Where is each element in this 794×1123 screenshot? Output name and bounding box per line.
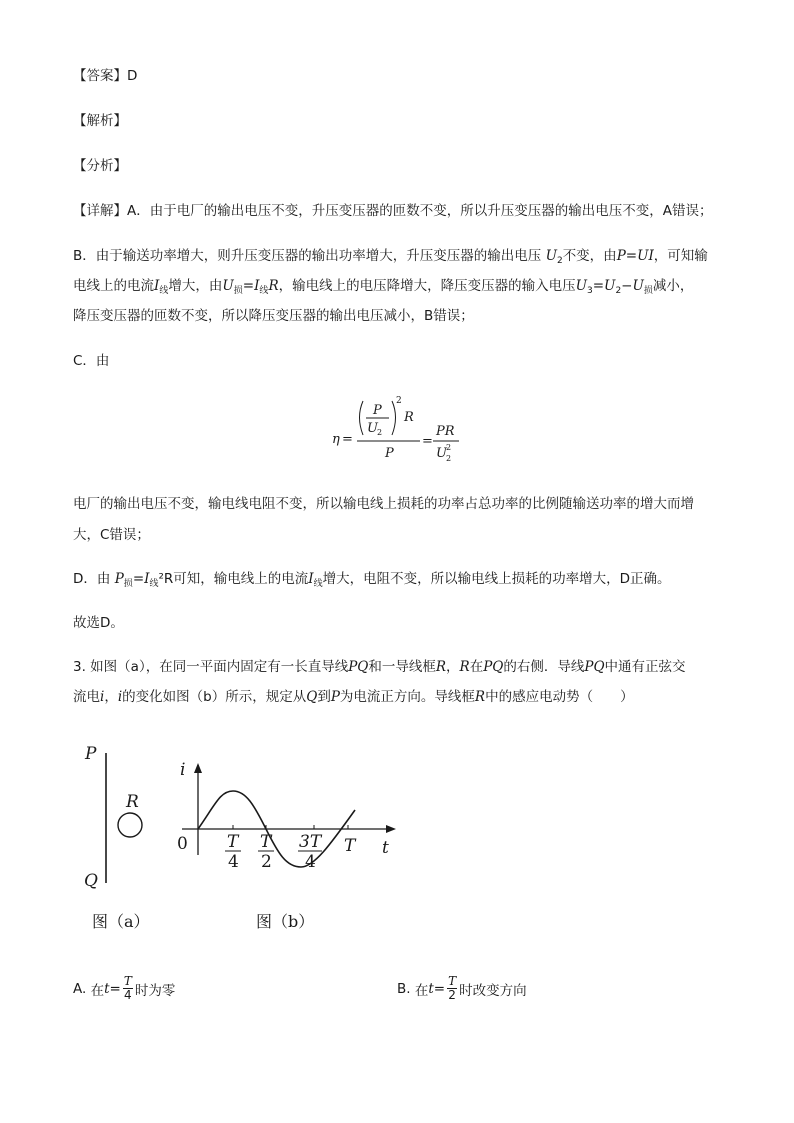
- text: 时改变方向: [459, 982, 527, 999]
- text: 在: [90, 982, 105, 999]
- text: 增大，电阻不变，所以输电线上损耗的功率增大，D正确。: [322, 571, 671, 587]
- subscript: 2: [556, 256, 563, 266]
- subscript: 线: [313, 579, 323, 589]
- formula-p-ui: P=UI: [616, 248, 654, 264]
- tick-t4-den: 4: [228, 852, 239, 872]
- tick-3t4-den: 4: [305, 852, 316, 872]
- formula-rhs-num: PR: [436, 424, 455, 439]
- formula-rhs-den: U: [436, 446, 447, 461]
- symbol-u: U: [222, 278, 234, 294]
- tick-3t4-num: 3T: [299, 832, 322, 852]
- symbol-p: P: [330, 689, 340, 705]
- detail-c-line2: 电厂的输出电压不变，输电线电阻不变，所以输电线上损耗的功率占总功率的比例随输送功率的增大而增: [73, 496, 694, 512]
- option-a[interactable]: [73, 975, 175, 1002]
- fenxi-tag: 【分析】: [73, 158, 127, 174]
- origin-label: 0: [177, 834, 188, 854]
- answer-line: [73, 66, 137, 86]
- answer-value: D: [127, 68, 138, 84]
- symbol-t: t: [428, 980, 434, 997]
- tick-t2-num: T: [260, 832, 272, 852]
- symbol-r: R: [474, 689, 486, 705]
- text: ，: [104, 689, 118, 705]
- text: 的变化如图（b）所示，规定从: [122, 689, 307, 705]
- text: D．由: [73, 571, 111, 587]
- caption-a: 图（a）: [92, 912, 150, 931]
- symbol-i: i: [117, 689, 123, 705]
- text: B．由于输送功率增大，则升压变压器的输出功率增大，升压变压器的输出电压: [73, 248, 542, 264]
- tick-t-label: T: [344, 836, 356, 856]
- text: ，可知输: [653, 248, 708, 264]
- efficiency-formula: [330, 395, 470, 475]
- text: 流电: [73, 689, 100, 705]
- text: =: [109, 980, 121, 997]
- text: 在: [469, 659, 484, 675]
- subscript: 损: [643, 286, 653, 296]
- symbol-minus-u: −U: [621, 278, 644, 294]
- detail-a-line: [73, 201, 712, 221]
- caption-b: 图（b）: [256, 912, 315, 931]
- subscript: 2: [615, 286, 622, 296]
- symbol-u: U: [575, 278, 587, 294]
- label-p: P: [85, 744, 97, 764]
- detail-b-line2: [73, 276, 693, 301]
- symbol-t: t: [104, 980, 110, 997]
- symbol-i: I: [308, 571, 314, 587]
- symbol-r: R: [268, 278, 279, 294]
- detail-d-line: [73, 569, 671, 594]
- symbol-i: I: [154, 278, 160, 294]
- formula-u2-sub: 2: [377, 428, 383, 437]
- text: 不变，由: [562, 248, 617, 264]
- text: 3. 如图（a），在同一平面内固定有一长直导线: [73, 659, 349, 675]
- tick-t4-num: T: [227, 832, 239, 852]
- subscript: 线: [149, 579, 159, 589]
- text: ，输电线上的电压降增大，降压变压器的输入电压: [278, 278, 576, 294]
- conclusion: 故选D。: [73, 615, 124, 631]
- symbol-eq-i: =I: [132, 571, 150, 587]
- formula-p: P: [373, 403, 382, 418]
- fraction-t-2: [447, 975, 457, 1002]
- symbol-pq: PQ: [584, 659, 605, 675]
- formula-u2: U: [367, 421, 378, 436]
- formula-rhs-den-sup: 2: [446, 443, 452, 452]
- formula-eq: =: [342, 432, 353, 447]
- i-axis-arrow: [194, 763, 202, 773]
- symbol-p: P: [114, 571, 124, 587]
- tick-t2-den: 2: [261, 852, 272, 872]
- text: ²R可知，输电线上的电流: [158, 571, 309, 587]
- text: 为电流正方向。导线框: [339, 689, 475, 705]
- text: 减小，: [652, 278, 694, 294]
- symbol-pq: PQ: [348, 659, 369, 675]
- detail-b-line1: [73, 246, 708, 271]
- symbol-u: U: [545, 248, 557, 264]
- detail-c-line3: 大，C错误；: [73, 527, 150, 543]
- frac-den: 2: [448, 988, 456, 1002]
- formula-eta: η: [332, 432, 340, 447]
- formula-eq2: =: [422, 434, 433, 449]
- text: 和一导线框: [368, 659, 436, 675]
- text: 在: [414, 982, 429, 999]
- formula-exp: 2: [396, 396, 402, 406]
- detail-b-line3: 降压变压器的匝数不变，所以降压变压器的输出电压减小，B错误；: [73, 308, 474, 324]
- text: 中的感应电动势（ ）: [485, 689, 634, 705]
- text: 电线上的电流: [73, 278, 154, 294]
- frac-den: 4: [124, 988, 132, 1002]
- subscript: 损: [123, 579, 133, 589]
- detail-c-line1: C．由: [73, 353, 110, 369]
- loop-r: [118, 813, 142, 837]
- subscript: 损: [233, 286, 243, 296]
- option-b-label: B.: [397, 980, 411, 997]
- right-paren: [392, 401, 396, 435]
- label-r: R: [126, 792, 139, 812]
- analysis-tag: 【解析】: [73, 113, 127, 129]
- text: =: [433, 980, 446, 997]
- option-b[interactable]: [397, 975, 527, 1002]
- symbol-eq-u: =U: [592, 278, 616, 294]
- subscript: 线: [259, 286, 269, 296]
- question-line2: [73, 687, 634, 707]
- t-axis-label: t: [382, 838, 389, 858]
- subscript: 3: [587, 286, 593, 296]
- i-axis-label: i: [180, 760, 186, 780]
- symbol-i: i: [100, 689, 105, 705]
- option-a-label: A.: [73, 980, 87, 997]
- answer-tag: 【答案】: [73, 68, 127, 84]
- text: 增大，由: [168, 278, 223, 294]
- text: 中通有正弦交: [604, 659, 686, 675]
- formula-den-p: P: [385, 446, 394, 461]
- t-axis-arrow: [386, 825, 396, 833]
- symbol-pq: PQ: [483, 659, 504, 675]
- symbol-q: Q: [306, 689, 318, 705]
- symbol-r: R: [459, 659, 470, 675]
- text: ，: [446, 659, 460, 675]
- label-q: Q: [84, 871, 98, 891]
- detail-a-text: A．由于电厂的输出电压不变，升压变压器的匝数不变，所以升压变压器的输出电压不变，A错误；: [127, 203, 713, 219]
- left-paren: [360, 401, 364, 435]
- symbol-r: R: [435, 659, 447, 675]
- detail-tag: 【详解】: [73, 203, 127, 219]
- text: 到: [317, 689, 331, 705]
- formula-r: R: [404, 410, 414, 425]
- frac-num: T: [448, 974, 457, 988]
- question-figure: [70, 735, 410, 935]
- frac-num: T: [123, 974, 132, 988]
- text: 时为零: [134, 982, 176, 999]
- subscript: 线: [159, 286, 169, 296]
- symbol-eq-i: =I: [242, 278, 260, 294]
- formula-rhs-den-sub: 2: [446, 454, 452, 463]
- question-line1: [73, 657, 686, 677]
- fraction-t-4: [123, 975, 133, 1002]
- text: 的右侧．导线: [503, 659, 585, 675]
